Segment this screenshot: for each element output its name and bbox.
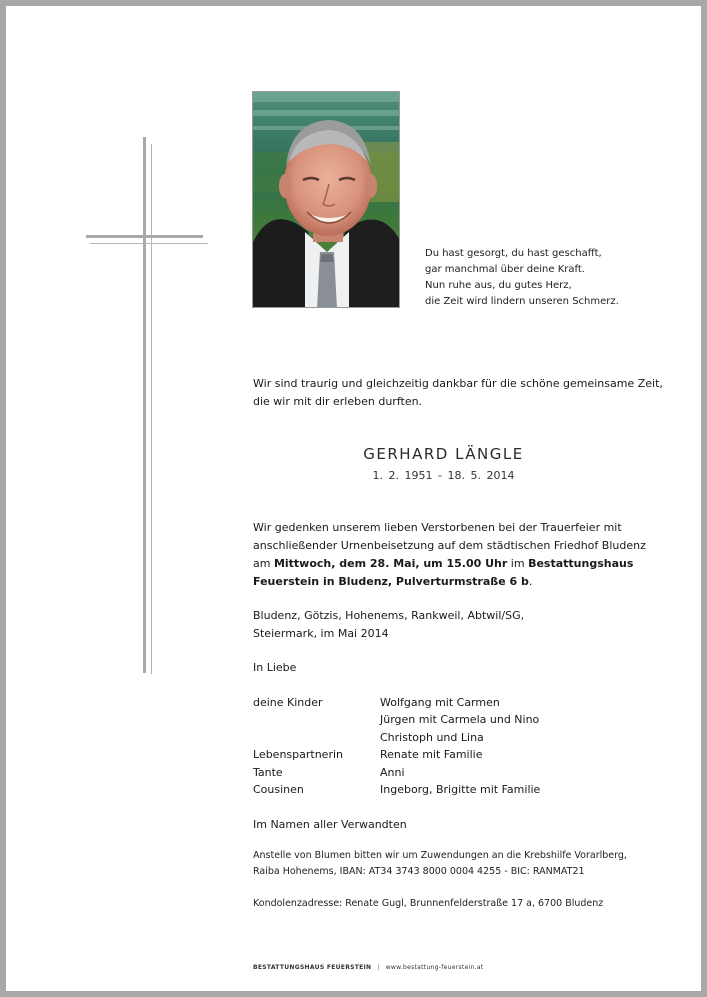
deceased-name: GERHARD LÄNGLE (363, 445, 524, 463)
condolence-address: Kondolenzadresse: Renate Gugl, Brunnenfelderstraße 17 a, 6700 Bludenz (253, 898, 604, 909)
intro-line: Wir sind traurig und gleichzeitig dankbar für die schöne gemeinsame Zeit, (253, 377, 663, 390)
poem-line: Nun ruhe aus, du gutes Herz, (425, 280, 572, 291)
family-names: Anni (380, 765, 405, 779)
ceremony-line (253, 573, 643, 591)
footer-brand: BESTATTUNGSHAUS FEUERSTEIN (253, 964, 372, 971)
ceremony-date-time: Mittwoch, dem 28. Mai, um 15.00 Uhr (273, 557, 508, 570)
places-text (253, 607, 643, 643)
ceremony-text-normal: am (253, 557, 274, 570)
cross-vertical-shadow (151, 144, 152, 674)
family-row (253, 711, 540, 728)
poem-line: gar manchmal über deine Kraft. (425, 264, 585, 275)
poem-line: Du hast gesorgt, du hast geschafft, (425, 248, 602, 259)
portrait-photo (252, 91, 400, 308)
family-names: Wolfgang mit Carmen (380, 696, 500, 709)
poem (425, 246, 619, 310)
family-relation (253, 711, 380, 728)
family-row (253, 746, 540, 763)
ceremony-line (253, 555, 643, 573)
footer (253, 964, 483, 971)
portrait-image (253, 92, 400, 308)
ceremony-address: Feuerstein in Bludenz, Pulverturmstraße 6 b (253, 575, 529, 588)
family-names: Jürgen mit Carmela und Nino (380, 713, 540, 727)
ceremony-text-normal: im (507, 557, 529, 570)
family-row (253, 781, 540, 798)
family-list (253, 694, 540, 798)
family-relation: Tante (253, 765, 283, 779)
ceremony-line: Wir gedenken unserem lieben Verstorbenen bei der Trauerfeier mit (253, 521, 622, 534)
cross-horizontal-shadow (90, 243, 208, 244)
family-relation: Cousinen (253, 783, 304, 797)
family-names: Ingeborg, Brigitte mit Familie (380, 783, 541, 797)
ceremony-text (253, 519, 646, 591)
footer-url[interactable]: www.bestattung-feuerstein.at (385, 964, 484, 971)
footer-separator: | (377, 964, 380, 971)
family-row (253, 729, 540, 746)
poem-line: die Zeit wird lindern unseren Schmerz. (425, 296, 619, 307)
family-names: Christoph und Lina (380, 730, 484, 744)
intro-text (253, 375, 663, 411)
relatives-note: Im Namen aller Verwandten (253, 818, 407, 831)
family-relation: deine Kinder (253, 696, 323, 709)
family-names: Renate mit Familie (380, 748, 483, 762)
deceased-dates: 1. 2. 1951 - 18. 5. 2014 (372, 469, 515, 482)
donation-line: Raiba Hohenems, IBAN: AT34 3743 8000 0004 4255 - BIC: RANMAT21 (253, 866, 585, 877)
places-line: Bludenz, Götzis, Hohenems, Rankweil, Abtwil/SG, (253, 609, 525, 622)
cross-vertical-bar (143, 137, 146, 673)
ceremony-line: anschließender Urnenbeisetzung auf dem städtischen Friedhof Bludenz (253, 539, 646, 552)
family-row (253, 764, 540, 781)
in-liebe: In Liebe (253, 661, 297, 674)
ceremony-location: Bestattungshaus (528, 557, 634, 570)
donation-text (253, 848, 627, 880)
intro-line: die wir mit dir erleben durften. (253, 395, 423, 408)
ceremony-text-normal: . (528, 575, 533, 588)
family-relation (253, 729, 380, 746)
cross-horizontal-bar (86, 235, 203, 238)
family-relation: Lebenspartnerin (253, 748, 344, 762)
places-line: Steiermark, im Mai 2014 (253, 627, 389, 640)
family-row (253, 694, 540, 711)
donation-line: Anstelle von Blumen bitten wir um Zuwendungen an die Krebshilfe Vorarlberg, (253, 850, 627, 861)
